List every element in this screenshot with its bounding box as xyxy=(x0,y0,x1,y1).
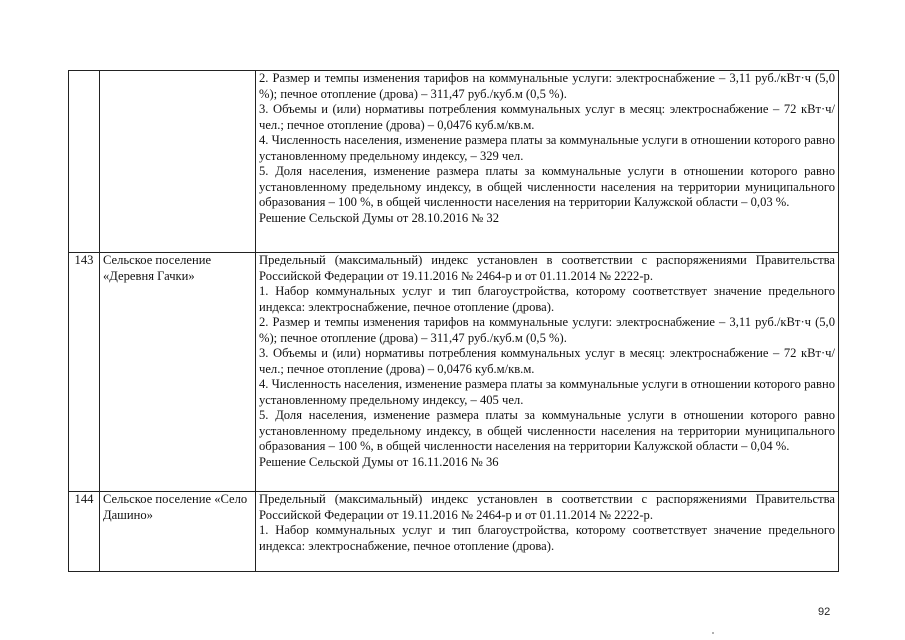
detail-paragraph: 4. Численность населения, изменение размера платы за коммунальные услуги в отношении которого равно установленному предельному индексу, – 329 чел. xyxy=(259,133,835,163)
page-number: 92 xyxy=(818,606,831,618)
decision-reference: Решение Сельской Думы от 28.10.2016 № 32 xyxy=(259,210,500,225)
municipality-name: Сельское поселение «Село Дашино» xyxy=(100,492,256,572)
row-details xyxy=(256,71,839,253)
detail-paragraph: 5. Доля населения, изменение размера платы за коммунальные услуги в отношении которого равно установленному предельному индексу, в общей численности населения на территории муниципального образования – 100 %, в общей численности населения на территории Калужской области – 0,04 %. xyxy=(259,408,835,453)
municipality-name xyxy=(100,71,256,253)
detail-paragraph: 3. Объемы и (или) нормативы потребления коммунальных услуг в месяц: электроснабжение – 72 кВт·ч/чел.; печное отопление (дрова) – 0,0476 куб.м/кв.м. xyxy=(259,346,835,376)
detail-paragraph: Предельный (максимальный) индекс установлен в соответствии с распоряжениями Правительства Российской Федерации от 19.11.2016 № 2464-р и от 01.11.2014 № 2222-р. xyxy=(259,253,835,283)
detail-paragraph: 5. Доля населения, изменение размера платы за коммунальные услуги в отношении которого равно установленному предельному индексу, в общей численности населения на территории муниципального образования – 100 %, в общей численности населения на территории Калужской области – 0,03 %. xyxy=(259,164,835,209)
table-row xyxy=(69,71,839,253)
municipality-name: Сельское поселение «Деревня Гачки» xyxy=(100,253,256,492)
row-details xyxy=(256,492,839,572)
detail-paragraph: 3. Объемы и (или) нормативы потребления коммунальных услуг в месяц: электроснабжение – 72 кВт·ч/чел.; печное отопление (дрова) – 0,0476 куб.м/кв.м. xyxy=(259,102,835,132)
row-details xyxy=(256,253,839,492)
tariff-index-table xyxy=(68,70,839,572)
row-number: 144 xyxy=(69,492,100,572)
row-number xyxy=(69,71,100,253)
detail-paragraph: 2. Размер и темпы изменения тарифов на коммунальные услуги: электроснабжение – 3,11 руб./кВт·ч (5,0 %); печное отопление (дрова) – 311,47 руб./куб.м (0,5 %). xyxy=(259,71,835,101)
table-row xyxy=(69,492,839,572)
detail-paragraph: 1. Набор коммунальных услуг и тип благоустройства, которому соответствует значение предельного индекса: электроснабжение, печное отопление (дрова). xyxy=(259,523,835,553)
detail-paragraph: 1. Набор коммунальных услуг и тип благоустройства, которому соответствует значение предельного индекса: электроснабжение, печное отопление (дрова). xyxy=(259,284,835,314)
decision-reference: Решение Сельской Думы от 16.11.2016 № 36 xyxy=(259,454,499,469)
detail-paragraph: Предельный (максимальный) индекс установлен в соответствии с распоряжениями Правительства Российской Федерации от 19.11.2016 № 2464-р и от 01.11.2014 № 2222-р. xyxy=(259,492,835,522)
detail-paragraph: 4. Численность населения, изменение размера платы за коммунальные услуги в отношении которого равно установленному предельному индексу, – 405 чел. xyxy=(259,377,835,407)
scan-artifact xyxy=(712,632,714,634)
table-row xyxy=(69,253,839,492)
row-number: 143 xyxy=(69,253,100,492)
detail-paragraph: 2. Размер и темпы изменения тарифов на коммунальные услуги: электроснабжение – 3,11 руб./кВт·ч (5,0 %); печное отопление (дрова) – 311,47 руб./куб.м (0,5 %). xyxy=(259,315,835,345)
